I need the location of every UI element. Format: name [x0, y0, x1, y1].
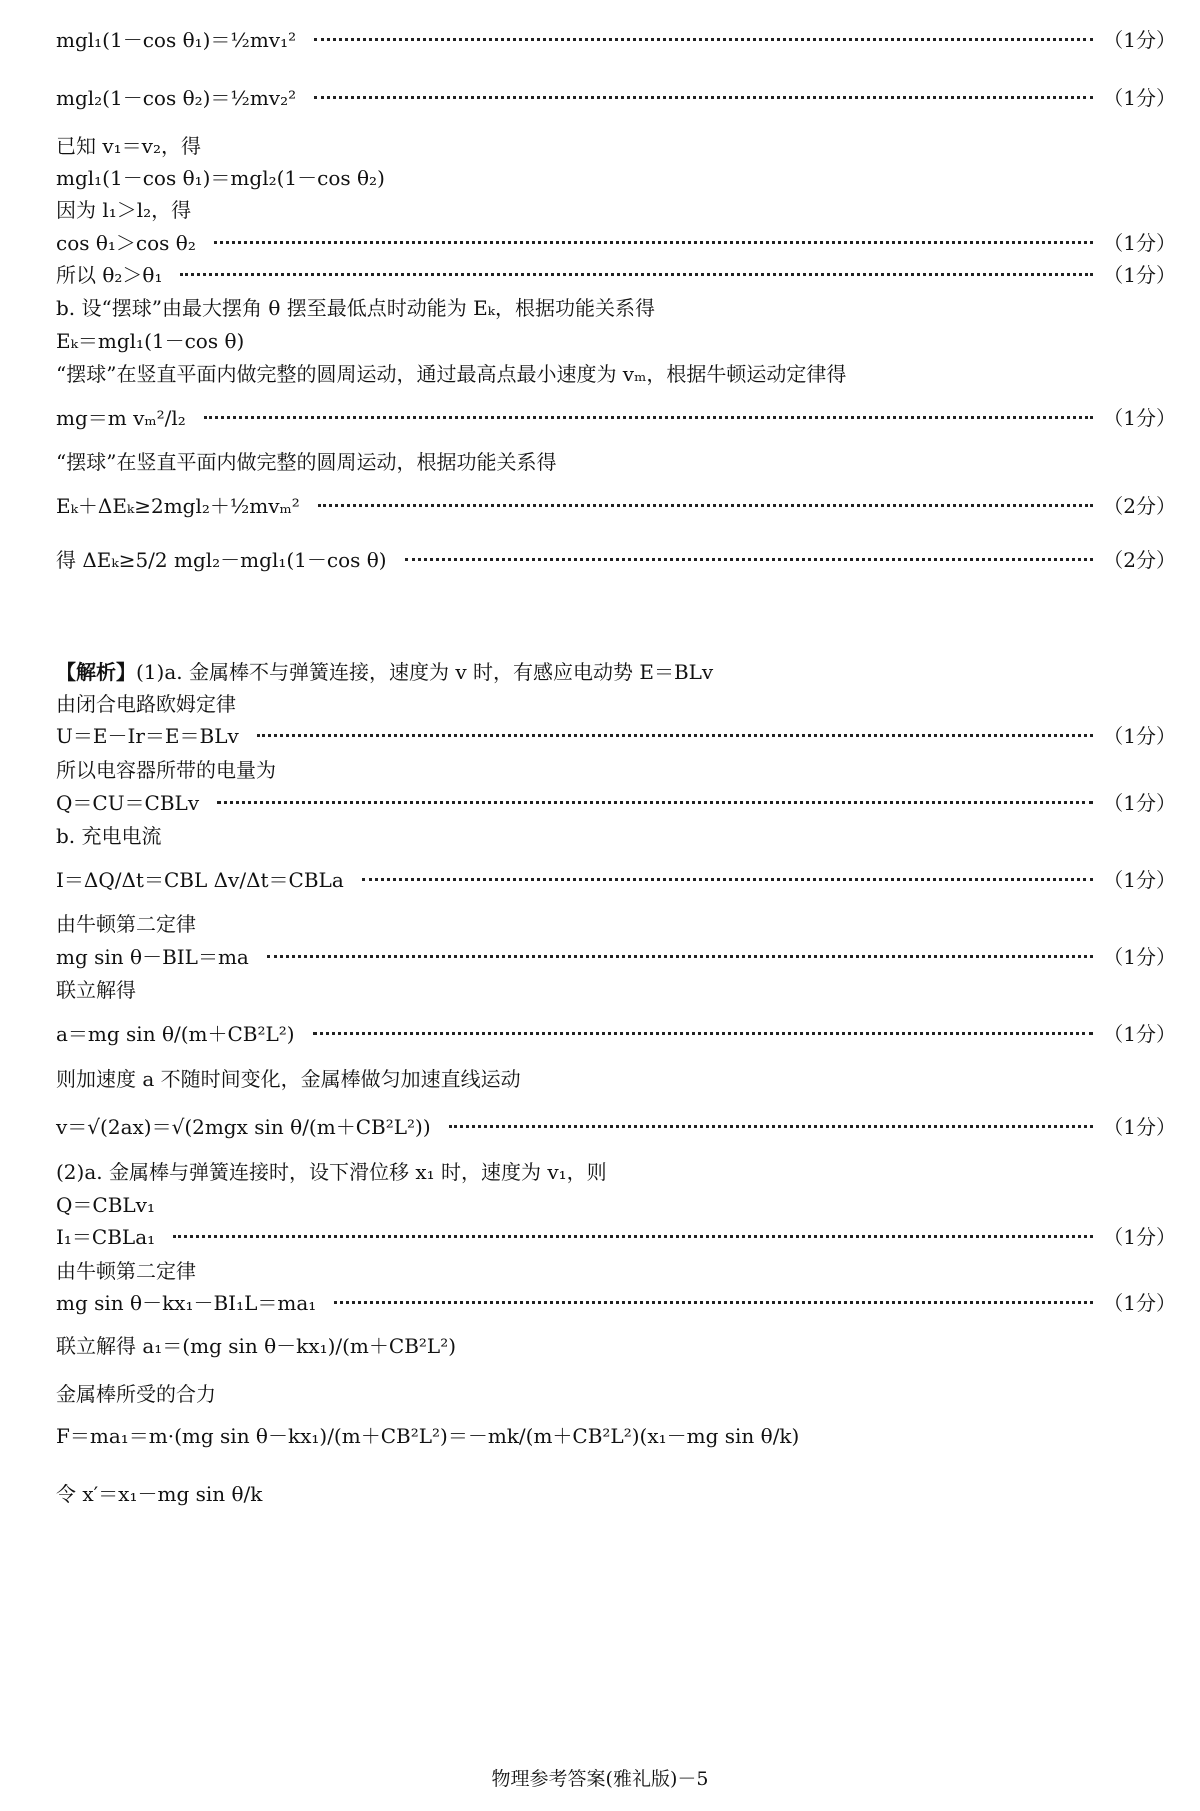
text: 由牛顿第二定律	[56, 912, 196, 936]
equation: 所以 θ₂＞θ₁	[56, 263, 163, 287]
equation: F＝ma₁＝m·(mg sin θ－kx₁)/(m＋CB²L²)＝－mk/(m＋CB²L²)(x₁－mg sin θ/k)	[56, 1424, 800, 1448]
solution-text	[56, 194, 1176, 223]
equation: v＝√(2ax)＝√(2mgx sin θ/(m＋CB²L²))	[56, 1115, 431, 1139]
equation: 联立解得 a₁＝(mg sin θ－kx₁)/(m＋CB²L²)	[56, 1334, 457, 1358]
text: b. 充电电流	[56, 824, 162, 848]
score-mark: （1分）	[1103, 791, 1176, 815]
equation: Q＝CBLv₁	[56, 1193, 155, 1217]
solution-line	[56, 864, 1176, 893]
dot-leader	[314, 36, 1093, 41]
score-mark: （1分）	[1103, 945, 1176, 969]
solution-line	[56, 1330, 1176, 1359]
equation: cos θ₁＞cos θ₂	[56, 231, 196, 255]
score-mark: （1分）	[1103, 406, 1176, 430]
solution-text	[56, 446, 1176, 475]
equation: Q＝CU＝CBLv	[56, 791, 200, 815]
solution-line	[56, 162, 1176, 191]
dot-leader	[257, 732, 1093, 737]
dot-leader	[313, 1030, 1094, 1035]
text: 金属棒所受的合力	[56, 1382, 216, 1406]
dot-leader	[449, 1123, 1094, 1128]
solution-text	[56, 754, 1176, 783]
solution-text	[56, 974, 1176, 1003]
score-mark: （1分）	[1103, 231, 1176, 255]
equation: mg sin θ－BIL＝ma	[56, 945, 249, 969]
solution-text	[56, 908, 1176, 937]
dot-leader	[180, 271, 1093, 276]
solution-line	[56, 1420, 1176, 1449]
solution-line	[56, 259, 1176, 288]
solution-text	[56, 820, 1176, 849]
equation: 得 ΔEₖ≥5/2 mgl₂－mgl₁(1－cos θ)	[56, 548, 387, 572]
text: 联立解得	[56, 978, 136, 1002]
solution-line	[56, 490, 1176, 519]
score-mark: （1分）	[1103, 86, 1176, 110]
solution-line	[56, 24, 1176, 53]
dot-leader	[214, 239, 1093, 244]
score-mark: （1分）	[1103, 1022, 1176, 1046]
dot-leader	[267, 953, 1093, 958]
solution-line	[56, 720, 1176, 749]
equation: Eₖ＝mgl₁(1－cos θ)	[56, 329, 245, 353]
dot-leader	[318, 502, 1093, 507]
solution-line	[56, 227, 1176, 256]
score-mark: （1分）	[1103, 28, 1176, 52]
solution-text	[56, 1378, 1176, 1407]
solution-text	[56, 1156, 1176, 1185]
text: 由牛顿第二定律	[56, 1259, 196, 1283]
solution-text	[56, 1255, 1176, 1284]
solution-line	[56, 1221, 1176, 1250]
score-mark: （2分）	[1103, 548, 1176, 572]
text: b. 设“摆球”由最大摆角 θ 摆至最低点时动能为 Eₖ，根据功能关系得	[56, 296, 655, 320]
solution-line	[56, 787, 1176, 816]
score-mark: （1分）	[1103, 868, 1176, 892]
text: “摆球”在竖直平面内做完整的圆周运动，根据功能关系得	[56, 450, 557, 474]
dot-leader	[405, 556, 1094, 561]
text: 已知 v₁＝v₂，得	[56, 134, 201, 158]
dot-leader	[362, 876, 1094, 881]
solution-line	[56, 941, 1176, 970]
solution-line	[56, 1111, 1176, 1140]
solution-line	[56, 1189, 1176, 1218]
equation: U＝E－Ir＝E＝BLv	[56, 724, 239, 748]
solution-text	[56, 688, 1176, 717]
solution-line	[56, 1287, 1176, 1316]
score-mark: （1分）	[1103, 263, 1176, 287]
text: 则加速度 a 不随时间变化，金属棒做匀加速直线运动	[56, 1067, 521, 1091]
text: 所以电容器所带的电量为	[56, 758, 276, 782]
text: (2)a. 金属棒与弹簧连接时，设下滑位移 x₁ 时，速度为 v₁，则	[56, 1160, 607, 1184]
solution-line	[56, 1018, 1176, 1047]
score-mark: （1分）	[1103, 1291, 1176, 1315]
solution-line	[56, 82, 1176, 111]
dot-leader	[334, 1299, 1093, 1304]
equation: mgl₁(1－cos θ₁)＝mgl₂(1－cos θ₂)	[56, 166, 385, 190]
analysis-tag: 【解析】	[56, 660, 136, 684]
dot-leader	[217, 799, 1093, 804]
equation: 令 x′＝x₁－mg sin θ/k	[56, 1482, 263, 1506]
dot-leader	[204, 414, 1093, 419]
text: “摆球”在竖直平面内做完整的圆周运动，通过最高点最小速度为 vₘ，根据牛顿运动定律得	[56, 362, 847, 386]
equation: I₁＝CBLa₁	[56, 1225, 156, 1249]
equation: mgl₂(1－cos θ₂)＝½mv₂²	[56, 86, 297, 110]
solution-line	[56, 325, 1176, 354]
solution-line	[56, 544, 1176, 573]
solution-line	[56, 402, 1176, 431]
solution-line	[56, 1478, 1176, 1507]
analysis-heading	[56, 656, 1176, 685]
dot-leader	[173, 1233, 1093, 1238]
solution-text	[56, 130, 1176, 159]
text: (1)a. 金属棒不与弹簧连接，速度为 v 时，有感应电动势 E＝BLv	[136, 660, 714, 684]
equation: mgl₁(1－cos θ₁)＝½mv₁²	[56, 28, 297, 52]
score-mark: （1分）	[1103, 1115, 1176, 1139]
equation: Eₖ＋ΔEₖ≥2mgl₂＋½mvₘ²	[56, 494, 300, 518]
dot-leader	[314, 94, 1093, 99]
equation: a＝mg sin θ/(m＋CB²L²)	[56, 1022, 295, 1046]
score-mark: （2分）	[1103, 494, 1176, 518]
solution-text	[56, 358, 1176, 387]
score-mark: （1分）	[1103, 724, 1176, 748]
equation: mg＝m vₘ²/l₂	[56, 406, 186, 430]
solution-text	[56, 1063, 1176, 1092]
text: 由闭合电路欧姆定律	[56, 692, 236, 716]
solution-text	[56, 292, 1176, 321]
text: 因为 l₁＞l₂，得	[56, 198, 192, 222]
equation: I＝ΔQ/Δt＝CBL Δv/Δt＝CBLa	[56, 868, 344, 892]
score-mark: （1分）	[1103, 1225, 1176, 1249]
equation: mg sin θ－kx₁－BI₁L＝ma₁	[56, 1291, 317, 1315]
page-footer: 物理参考答案(雅礼版)－5	[491, 1768, 709, 1790]
